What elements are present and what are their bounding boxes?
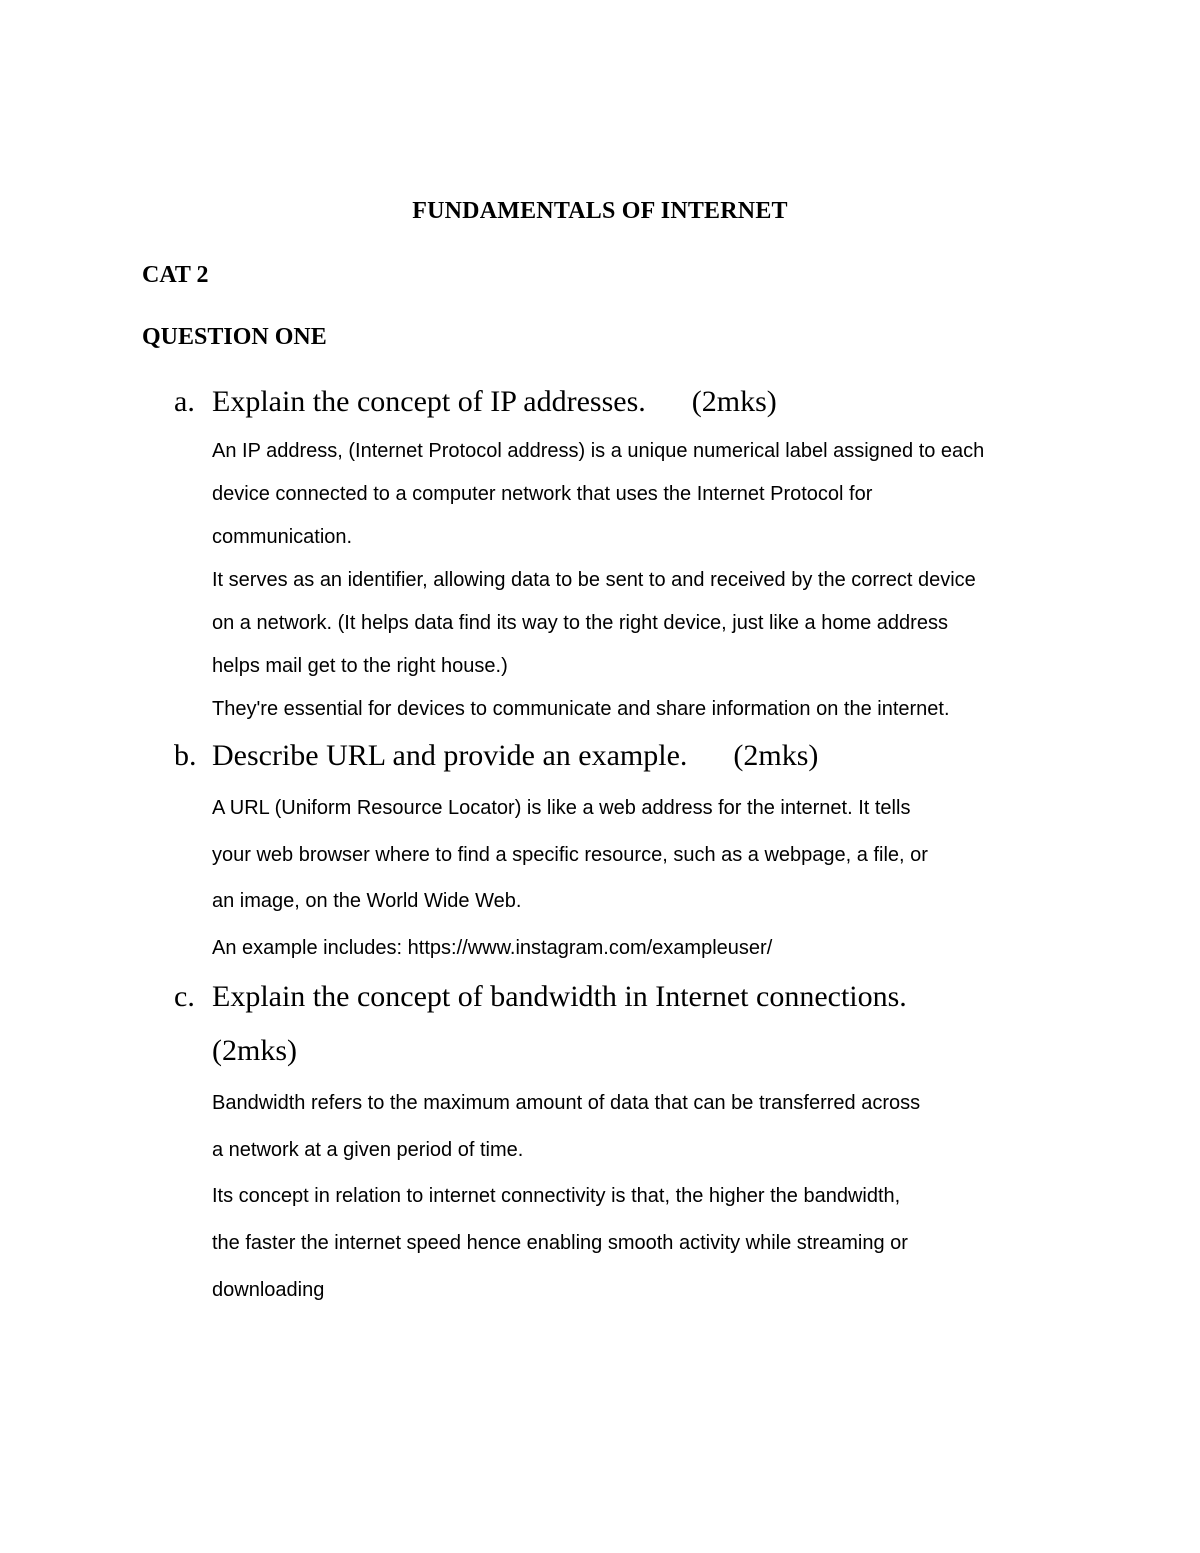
cat-heading: CAT 2: [142, 262, 209, 288]
answer-a-line: communication.: [212, 526, 353, 548]
answer-b-line: A URL (Uniform Resource Locator) is like a web address for the internet. It tells: [212, 797, 911, 819]
answer-c-line: downloading: [212, 1279, 325, 1301]
answer-a-line: on a network. (It helps data find its way to the right device, just like a home address: [212, 612, 948, 634]
question-b-text: Describe URL and provide an example.: [212, 739, 688, 772]
question-b-marks: (2mks): [733, 739, 819, 772]
answer-b-line: an image, on the World Wide Web.: [212, 890, 522, 912]
question-b: [174, 738, 818, 774]
document-title: FUNDAMENTALS OF INTERNET: [412, 198, 788, 224]
answer-a-line: They're essential for devices to communicate and share information on the internet.: [212, 698, 950, 720]
answer-a-line: An IP address, (Internet Protocol address) is a unique numerical label assigned to each: [212, 440, 985, 462]
question-a-marks: (2mks): [691, 385, 777, 418]
question-c-marks: (2mks): [212, 1034, 297, 1067]
answer-c-line: Its concept in relation to internet connectivity is that, the higher the bandwidth,: [212, 1185, 901, 1207]
answer-c-line: a network at a given period of time.: [212, 1139, 524, 1161]
question-c: [174, 979, 907, 1015]
question-c-text: Explain the concept of bandwidth in Internet connections.: [212, 980, 907, 1013]
answer-b-line: your web browser where to find a specific resource, such as a webpage, a file, or: [212, 844, 928, 866]
question-a-text: Explain the concept of IP addresses.: [212, 385, 646, 418]
answer-b-line: An example includes: https://www.instagram.com/exampleuser/: [212, 937, 773, 959]
answer-c-line: Bandwidth refers to the maximum amount of data that can be transferred across: [212, 1092, 921, 1114]
question-b-letter: b.: [174, 739, 197, 772]
question-c-letter: c.: [174, 980, 195, 1013]
answer-c-line: the faster the internet speed hence enabling smooth activity while streaming or: [212, 1232, 908, 1254]
question-a-letter: a.: [174, 385, 195, 418]
question-heading: QUESTION ONE: [142, 324, 327, 350]
answer-a-line: It serves as an identifier, allowing data to be sent to and received by the correct device: [212, 569, 976, 591]
question-a: [174, 384, 777, 420]
answer-a-line: helps mail get to the right house.): [212, 655, 508, 677]
answer-a-line: device connected to a computer network that uses the Internet Protocol for: [212, 483, 873, 505]
